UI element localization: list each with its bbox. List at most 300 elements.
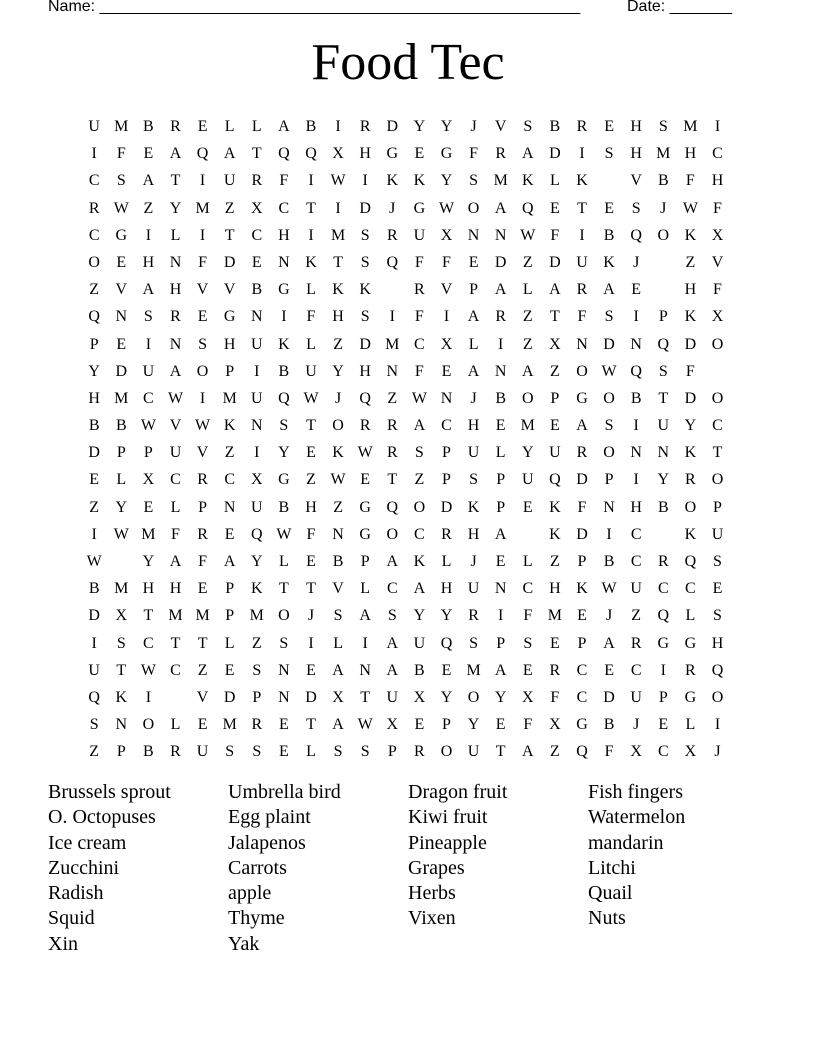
grid-letter: W — [140, 417, 156, 435]
grid-letter: L — [685, 716, 696, 734]
grid-letter: S — [604, 417, 614, 435]
grid-letter: O — [88, 253, 100, 271]
grid-letter: C — [657, 580, 669, 598]
grid-letter: B — [630, 389, 642, 407]
grid-letter: A — [142, 172, 155, 190]
grid-letter: A — [522, 362, 534, 380]
grid-letter: X — [711, 226, 724, 244]
grid-letter: I — [91, 145, 97, 163]
grid-letter: T — [306, 199, 316, 217]
grid-letter: S — [469, 172, 479, 190]
word-list-column — [48, 780, 228, 957]
grid-row — [83, 249, 738, 276]
grid-letter: P — [198, 498, 208, 516]
grid-letter: T — [170, 172, 181, 190]
grid-letter: R — [414, 281, 425, 299]
grid-letter: M — [222, 716, 237, 734]
grid-letter: T — [333, 253, 343, 271]
grid-letter: K — [386, 172, 399, 190]
grid-letter: A — [549, 281, 561, 299]
grid-letter: W — [357, 444, 373, 462]
word-list-column — [228, 780, 408, 957]
grid-letter: T — [712, 444, 723, 462]
grid-letter: M — [168, 607, 183, 625]
grid-letter: K — [251, 580, 263, 598]
grid-letter: S — [469, 471, 479, 489]
grid-letter: C — [657, 743, 669, 761]
grid-letter: I — [91, 634, 97, 652]
grid-letter: F — [550, 226, 560, 244]
grid-letter: F — [685, 172, 695, 190]
grid-letter: B — [143, 118, 154, 135]
grid-letter: S — [658, 118, 668, 135]
word-list-column — [588, 780, 768, 932]
grid-row — [83, 276, 738, 303]
grid-letter: F — [604, 743, 614, 761]
grid-letter: A — [467, 362, 480, 380]
grid-letter: B — [657, 498, 669, 516]
grid-letter: F — [550, 688, 560, 706]
grid-letter: E — [522, 498, 533, 516]
grid-letter: U — [142, 362, 155, 380]
grid-letter: V — [223, 281, 236, 299]
grid-letter: K — [684, 226, 697, 244]
grid-letter: K — [413, 553, 426, 570]
grid-letter: U — [169, 444, 182, 462]
grid-letter: S — [360, 253, 370, 271]
grid-letter: E — [495, 553, 506, 570]
grid-letter: D — [684, 335, 697, 353]
date-field-line: Date: _______ — [627, 0, 732, 15]
grid-letter: A — [494, 661, 507, 679]
grid-letter: N — [603, 498, 615, 516]
grid-letter: B — [88, 580, 100, 598]
grid-letter: I — [254, 362, 260, 380]
grid-letter: G — [440, 145, 453, 163]
grid-letter: Z — [522, 335, 533, 353]
grid-letter: U — [630, 580, 642, 598]
grid-letter: B — [305, 118, 317, 135]
grid-letter: P — [577, 553, 587, 570]
grid-letter: N — [115, 308, 128, 326]
grid-letter: O — [657, 226, 670, 244]
grid-letter: J — [714, 743, 721, 761]
grid-letter: R — [685, 471, 696, 489]
word-list-item: O. Octopuses — [48, 806, 156, 829]
grid-letter: L — [522, 281, 533, 299]
grid-letter: S — [116, 172, 126, 190]
word-list-item: Herbs — [408, 882, 456, 905]
grid-letter: L — [468, 335, 479, 353]
grid-letter: K — [576, 580, 588, 598]
grid-letter: B — [603, 226, 615, 244]
grid-letter: F — [198, 253, 208, 271]
grid-letter: D — [440, 498, 453, 516]
grid-letter: L — [116, 471, 127, 489]
grid-letter: R — [657, 553, 669, 570]
grid-letter: C — [88, 226, 100, 244]
grid-letter: Q — [88, 688, 100, 706]
grid-letter: P — [577, 634, 587, 652]
grid-letter: I — [498, 607, 504, 625]
grid-letter: M — [114, 389, 129, 407]
grid-letter: E — [306, 553, 316, 570]
grid-letter: O — [603, 389, 615, 407]
grid-letter: Y — [467, 716, 480, 734]
grid-letter: C — [278, 199, 290, 217]
grid-letter: A — [576, 417, 588, 435]
grid-letter: E — [577, 607, 587, 625]
grid-letter: F — [116, 145, 126, 163]
word-list-item: Ice cream — [48, 831, 127, 854]
grid-letter: M — [114, 118, 129, 135]
grid-letter: A — [494, 199, 507, 217]
grid-letter: L — [278, 553, 289, 570]
grid-row — [83, 657, 738, 684]
grid-letter: A — [522, 145, 534, 163]
grid-letter: P — [604, 471, 614, 489]
grid-letter: U — [196, 743, 209, 761]
grid-letter: R — [495, 308, 507, 326]
grid-letter: Y — [440, 172, 453, 190]
grid-letter: O — [711, 389, 724, 407]
grid-letter: O — [576, 362, 588, 380]
grid-letter: B — [603, 716, 615, 734]
grid-letter: K — [359, 281, 371, 299]
grid-letter: P — [469, 281, 479, 299]
grid-letter: K — [684, 308, 697, 326]
grid-letter: A — [522, 743, 534, 761]
word-list-item: Thyme — [228, 907, 285, 930]
word-list-item: Quail — [588, 882, 633, 905]
grid-letter: A — [413, 417, 426, 435]
grid-letter: M — [493, 172, 508, 190]
grid-letter: C — [712, 145, 723, 163]
grid-letter: I — [199, 389, 206, 407]
grid-row — [83, 358, 738, 385]
grid-letter: M — [656, 145, 671, 163]
grid-letter: D — [494, 253, 507, 271]
grid-letter: C — [522, 580, 534, 598]
grid-letter: D — [603, 688, 615, 706]
grid-letter: H — [332, 308, 344, 326]
grid-letter: P — [658, 688, 668, 706]
grid-letter: C — [143, 634, 154, 652]
grid-letter: Z — [89, 743, 100, 761]
word-list-item: Kiwi fruit — [408, 806, 488, 829]
grid-letter: R — [170, 743, 181, 761]
grid-letter: C — [414, 335, 425, 353]
grid-letter: K — [305, 253, 317, 271]
grid-letter: G — [657, 634, 670, 652]
grid-letter: H — [630, 118, 642, 135]
grid-letter: Q — [386, 498, 399, 516]
grid-letter: R — [685, 661, 696, 679]
word-list-item: Pineapple — [408, 831, 487, 854]
grid-letter: I — [199, 226, 206, 244]
grid-letter: S — [604, 145, 614, 163]
grid-letter: D — [223, 253, 236, 271]
grid-row — [83, 412, 738, 439]
word-list-item: Carrots — [228, 856, 287, 879]
grid-letter: E — [658, 716, 669, 734]
grid-letter: I — [633, 308, 639, 326]
grid-letter: F — [577, 498, 587, 516]
grid-letter: C — [386, 580, 398, 598]
grid-letter: H — [630, 145, 642, 163]
grid-letter: P — [550, 389, 560, 407]
word-list-item: Jalapenos — [228, 831, 306, 854]
grid-letter: I — [633, 471, 639, 489]
grid-letter: B — [251, 281, 263, 299]
grid-letter: K — [684, 525, 697, 543]
grid-letter: Y — [332, 362, 344, 380]
grid-letter: O — [413, 498, 426, 516]
grid-letter: X — [142, 471, 155, 489]
grid-letter: R — [170, 308, 181, 326]
grid-letter: H — [711, 634, 724, 652]
grid-letter: E — [197, 118, 208, 135]
grid-letter: U — [657, 417, 670, 435]
grid-letter: I — [308, 172, 314, 190]
grid-letter: T — [387, 471, 398, 489]
grid-letter: P — [225, 607, 235, 625]
grid-letter: Z — [251, 634, 262, 652]
grid-letter: V — [196, 688, 209, 706]
grid-letter: I — [145, 335, 152, 353]
grid-letter: O — [711, 335, 724, 353]
grid-letter: C — [712, 417, 723, 435]
grid-letter: R — [386, 417, 398, 435]
grid-letter: Z — [224, 199, 235, 217]
name-field-line: Name: ______________________________________________________ — [48, 0, 581, 15]
word-list-item: Grapes — [408, 856, 465, 879]
grid-letter: Z — [387, 389, 398, 407]
grid-letter: N — [332, 525, 344, 543]
grid-row — [83, 385, 738, 412]
grid-letter: C — [170, 471, 181, 489]
grid-letter: V — [711, 253, 724, 271]
grid-letter: O — [711, 688, 724, 706]
grid-row — [83, 684, 738, 711]
grid-letter: H — [467, 417, 480, 435]
grid-letter: D — [684, 389, 697, 407]
grid-letter: L — [306, 743, 316, 761]
grid-letter: I — [308, 226, 314, 244]
grid-letter: P — [442, 471, 451, 489]
grid-letter: X — [332, 688, 344, 706]
grid-letter: T — [197, 634, 208, 652]
word-list-item: Yak — [228, 932, 260, 955]
grid-row — [83, 466, 738, 493]
grid-letter: S — [333, 743, 343, 761]
grid-letter: H — [684, 145, 697, 163]
grid-letter: Q — [278, 389, 290, 407]
grid-letter: P — [713, 498, 722, 516]
word-list-item: Nuts — [588, 907, 626, 930]
grid-letter: L — [251, 118, 262, 135]
grid-letter: N — [359, 661, 371, 679]
grid-letter: J — [470, 118, 477, 135]
grid-letter: H — [359, 362, 371, 380]
grid-row — [83, 548, 738, 575]
grid-letter: I — [145, 688, 152, 706]
grid-letter: G — [278, 281, 290, 299]
grid-letter: Z — [549, 553, 560, 570]
grid-letter: N — [630, 444, 642, 462]
grid-letter: X — [630, 743, 642, 761]
grid-letter: S — [658, 362, 668, 380]
grid-letter: V — [115, 281, 128, 299]
grid-letter: M — [222, 389, 237, 407]
grid-letter: G — [684, 634, 697, 652]
grid-letter: F — [414, 253, 424, 271]
grid-letter: F — [279, 172, 289, 190]
grid-letter: P — [442, 444, 451, 462]
grid-row — [83, 494, 738, 521]
grid-letter: L — [306, 281, 316, 299]
grid-letter: O — [711, 471, 724, 489]
grid-letter: A — [603, 281, 615, 299]
grid-letter: L — [333, 634, 343, 652]
grid-letter: G — [115, 226, 128, 244]
grid-letter: K — [603, 253, 615, 271]
word-list-item: Umbrella bird — [228, 781, 341, 803]
grid-letter: Z — [414, 471, 425, 489]
grid-letter: S — [198, 335, 208, 353]
grid-letter: R — [576, 444, 588, 462]
grid-letter: K — [467, 498, 480, 516]
grid-letter: F — [306, 525, 316, 543]
grid-letter: E — [414, 145, 425, 163]
word-list-item: Egg plaint — [228, 806, 311, 829]
grid-letter: Y — [142, 553, 155, 570]
grid-letter: X — [413, 688, 426, 706]
grid-letter: X — [684, 743, 697, 761]
grid-letter: V — [169, 417, 182, 435]
grid-row — [83, 439, 738, 466]
grid-row — [83, 602, 738, 629]
grid-letter: N — [251, 308, 263, 326]
grid-letter: E — [143, 498, 154, 516]
grid-letter: G — [278, 471, 290, 489]
grid-letter: D — [359, 199, 371, 217]
grid-letter: A — [359, 607, 371, 625]
grid-letter: E — [604, 199, 614, 217]
grid-letter: P — [116, 743, 126, 761]
grid-letter: D — [223, 688, 236, 706]
grid-letter: N — [386, 362, 399, 380]
word-list-item: Fish fingers — [588, 781, 683, 803]
grid-letter: R — [386, 226, 398, 244]
grid-letter: K — [549, 498, 561, 516]
grid-letter: T — [495, 743, 506, 761]
grid-letter: T — [306, 716, 316, 734]
grid-letter: Z — [89, 498, 100, 516]
grid-row — [83, 575, 738, 602]
grid-letter: O — [278, 607, 290, 625]
grid-letter: N — [494, 362, 507, 380]
grid-letter: Y — [440, 118, 453, 135]
grid-letter: L — [441, 553, 452, 570]
grid-letter: K — [332, 444, 344, 462]
grid-letter: I — [606, 525, 612, 543]
grid-letter: Z — [549, 743, 560, 761]
grid-letter: E — [89, 471, 100, 489]
grid-letter: E — [495, 716, 506, 734]
word-list-item: Watermelon — [588, 806, 686, 829]
grid-letter: C — [576, 688, 588, 706]
grid-letter: M — [547, 607, 562, 625]
grid-letter: F — [713, 199, 722, 217]
grid-letter: L — [224, 634, 235, 652]
grid-letter: P — [89, 335, 99, 353]
grid-letter: G — [359, 498, 371, 516]
grid-letter: K — [223, 417, 236, 435]
grid-row — [83, 331, 738, 358]
grid-letter: H — [169, 281, 182, 299]
grid-row — [83, 140, 738, 167]
grid-letter: E — [549, 199, 560, 217]
grid-letter: I — [362, 172, 368, 190]
grid-letter: C — [88, 172, 100, 190]
grid-letter: Q — [359, 389, 371, 407]
grid-letter: S — [414, 444, 424, 462]
grid-letter: S — [279, 634, 289, 652]
grid-letter: Z — [522, 253, 533, 271]
grid-letter: W — [86, 553, 102, 570]
grid-letter: A — [169, 553, 182, 570]
grid-letter: K — [684, 444, 697, 462]
grid-letter: N — [223, 498, 236, 516]
grid-letter: T — [306, 580, 316, 598]
grid-letter: S — [360, 743, 370, 761]
grid-letter: Y — [278, 444, 290, 462]
grid-letter: R — [88, 199, 100, 217]
grid-letter: E — [441, 661, 452, 679]
grid-letter: F — [442, 253, 451, 271]
grid-letter: N — [278, 688, 290, 706]
grid-letter: I — [335, 199, 341, 217]
grid-letter: G — [223, 308, 236, 326]
grid-letter: K — [115, 688, 128, 706]
grid-letter: H — [223, 335, 236, 353]
grid-letter: V — [494, 118, 507, 135]
grid-letter: P — [387, 743, 397, 761]
grid-letter: Z — [224, 444, 235, 462]
grid-letter: F — [414, 308, 424, 326]
grid-letter: D — [386, 118, 399, 135]
word-list-column — [408, 780, 588, 932]
grid-letter: S — [469, 634, 479, 652]
grid-letter: J — [605, 607, 613, 625]
grid-letter: Y — [684, 417, 697, 435]
grid-letter: C — [630, 525, 642, 543]
grid-letter: F — [523, 607, 533, 625]
grid-letter: H — [467, 525, 480, 543]
grid-letter: A — [386, 634, 399, 652]
grid-letter: H — [142, 253, 155, 271]
grid-letter: Y — [88, 362, 100, 380]
word-search-grid — [83, 113, 738, 766]
grid-letter: W — [601, 580, 617, 598]
grid-letter: S — [631, 199, 641, 217]
grid-letter: U — [576, 253, 588, 271]
grid-letter: I — [145, 226, 152, 244]
grid-row — [83, 195, 738, 222]
grid-letter: A — [386, 661, 399, 679]
grid-letter: A — [332, 661, 344, 679]
